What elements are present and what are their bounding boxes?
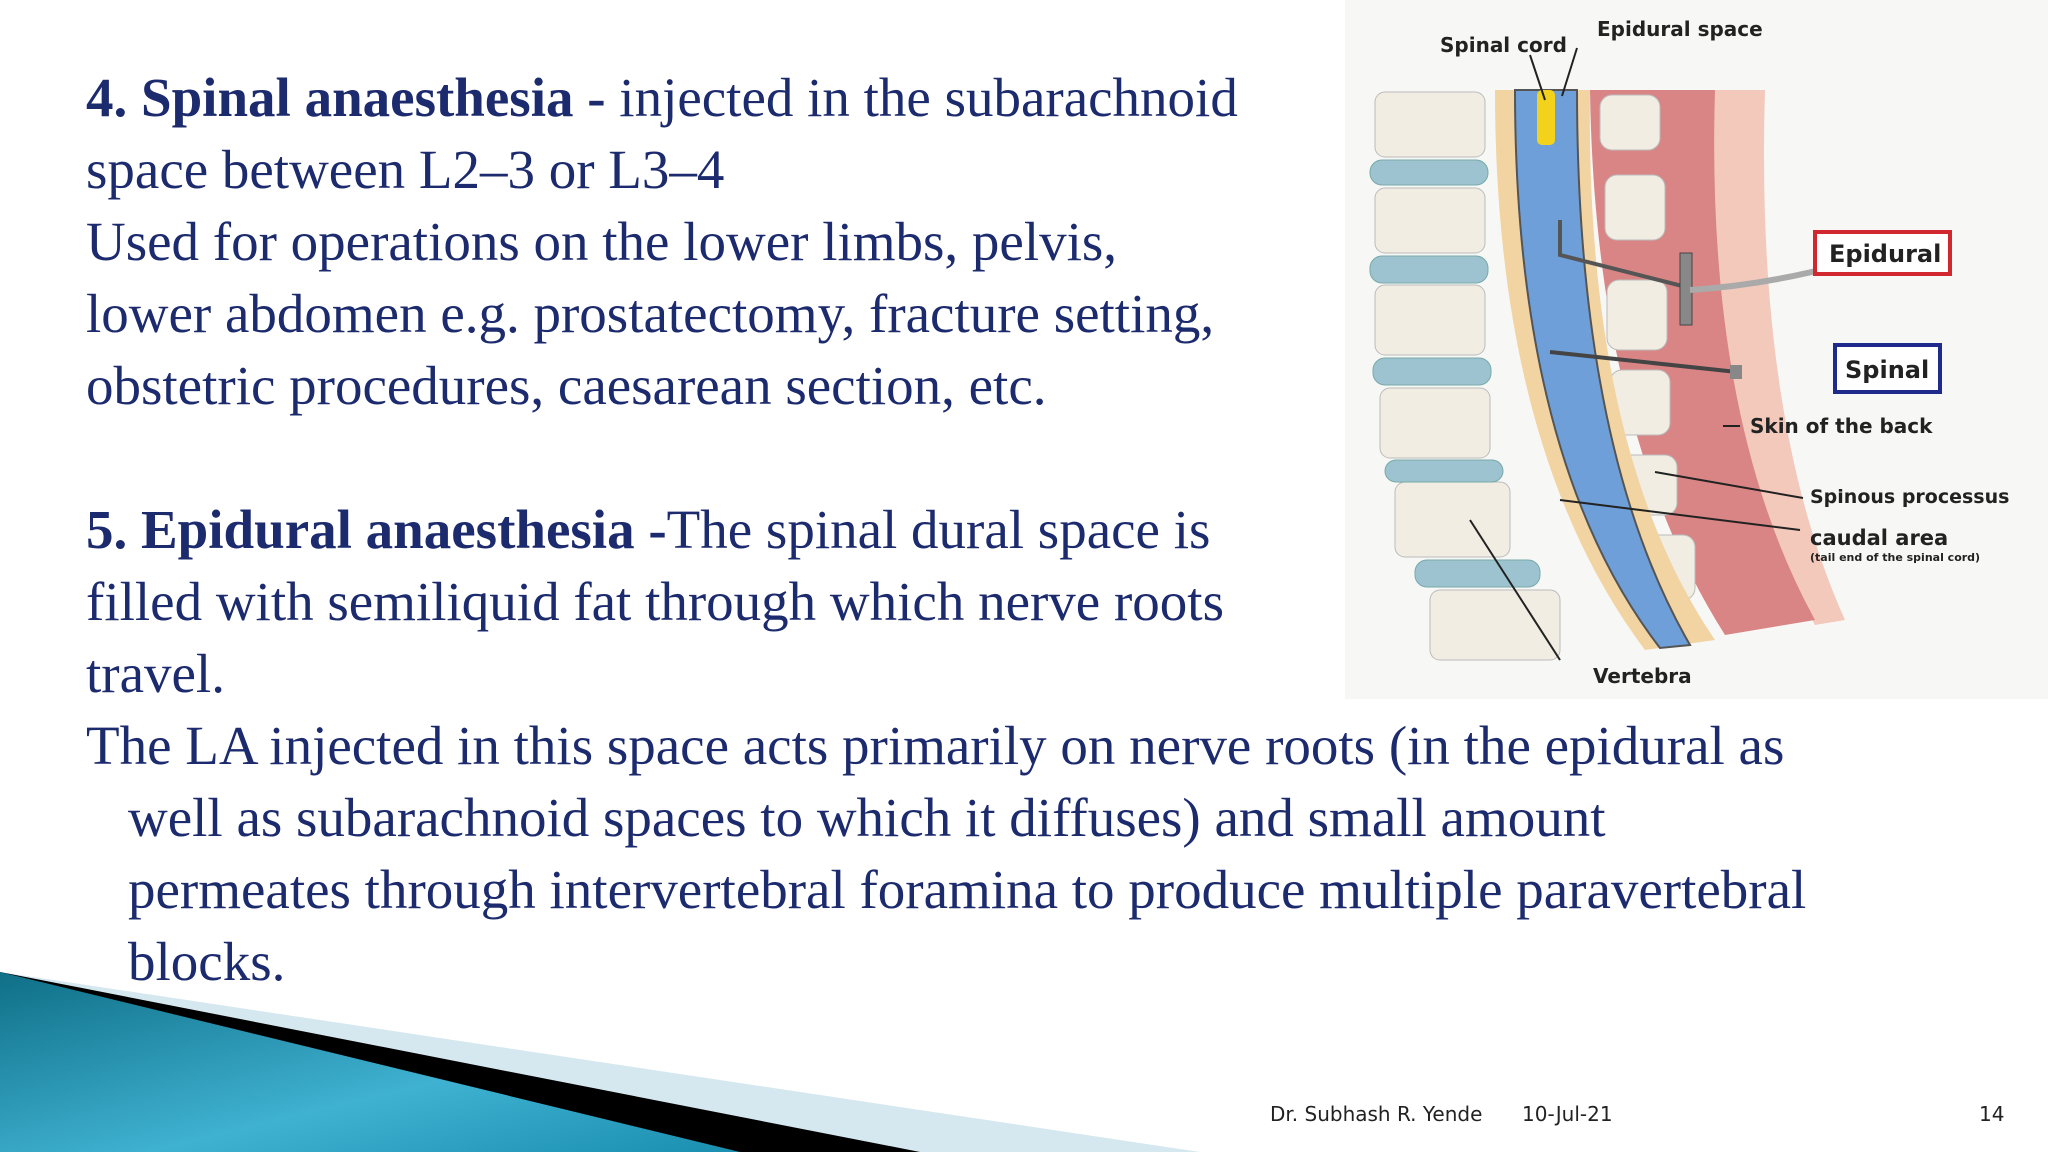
section5-line-3: travel. — [86, 643, 225, 704]
section4-line-2: space between L2–3 or L3–4 — [86, 139, 725, 200]
footer-date: 10-Jul-21 — [1522, 1102, 1613, 1126]
section5-heading: 5. Epidural anaesthesia - — [86, 499, 667, 560]
section4-line-4: lower abdomen e.g. prostatectomy, fracture setting, — [86, 283, 1215, 344]
footer-author: Dr. Subhash R. Yende — [1270, 1102, 1483, 1126]
section5-para-line-2: well as subarachnoid spaces to which it diffuses) and small amount — [128, 787, 1606, 848]
section4-heading: 4. Spinal anaesthesia - — [86, 67, 606, 128]
section5-para-line-4: blocks. — [128, 931, 286, 992]
page-number: 14 — [1979, 1102, 2005, 1126]
section4-line-1: 4. Spinal anaesthesia - injected in the subarachnoid — [86, 67, 1238, 128]
spinal-cord — [1537, 90, 1555, 145]
label-vertebra: Vertebra — [1593, 664, 1692, 688]
label-spinous: Spinous processus — [1810, 486, 2010, 508]
section4-line-3: Used for operations on the lower limbs, pelvis, — [86, 211, 1118, 272]
label-skin: Skin of the back — [1750, 414, 1933, 438]
label-spinal-cord: Spinal cord — [1440, 33, 1567, 57]
corner-decoration — [0, 960, 1250, 1152]
label-caudal-sub: (tail end of the spinal cord) — [1810, 551, 1981, 564]
section5-para-line-1: The LA injected in this space acts primarily on nerve roots (in the epidural as — [86, 715, 1785, 776]
spine-anatomy-figure — [1345, 0, 2048, 699]
label-spinal: Spinal — [1845, 356, 1930, 384]
label-epidural-space: Epidural space — [1597, 17, 1763, 41]
section5-line-2: filled with semiliquid fat through which nerve roots — [86, 571, 1224, 632]
label-caudal: caudal area — [1810, 526, 1949, 550]
section4-line-5: obstetric procedures, caesarean section, etc. — [86, 355, 1047, 416]
section5-para-line-3: permeates through intervertebral foramina to produce multiple paravertebral — [128, 859, 1807, 920]
section5-line-1: 5. Epidural anaesthesia -The spinal dural space is — [86, 499, 1211, 560]
label-epidural: Epidural — [1829, 240, 1942, 268]
